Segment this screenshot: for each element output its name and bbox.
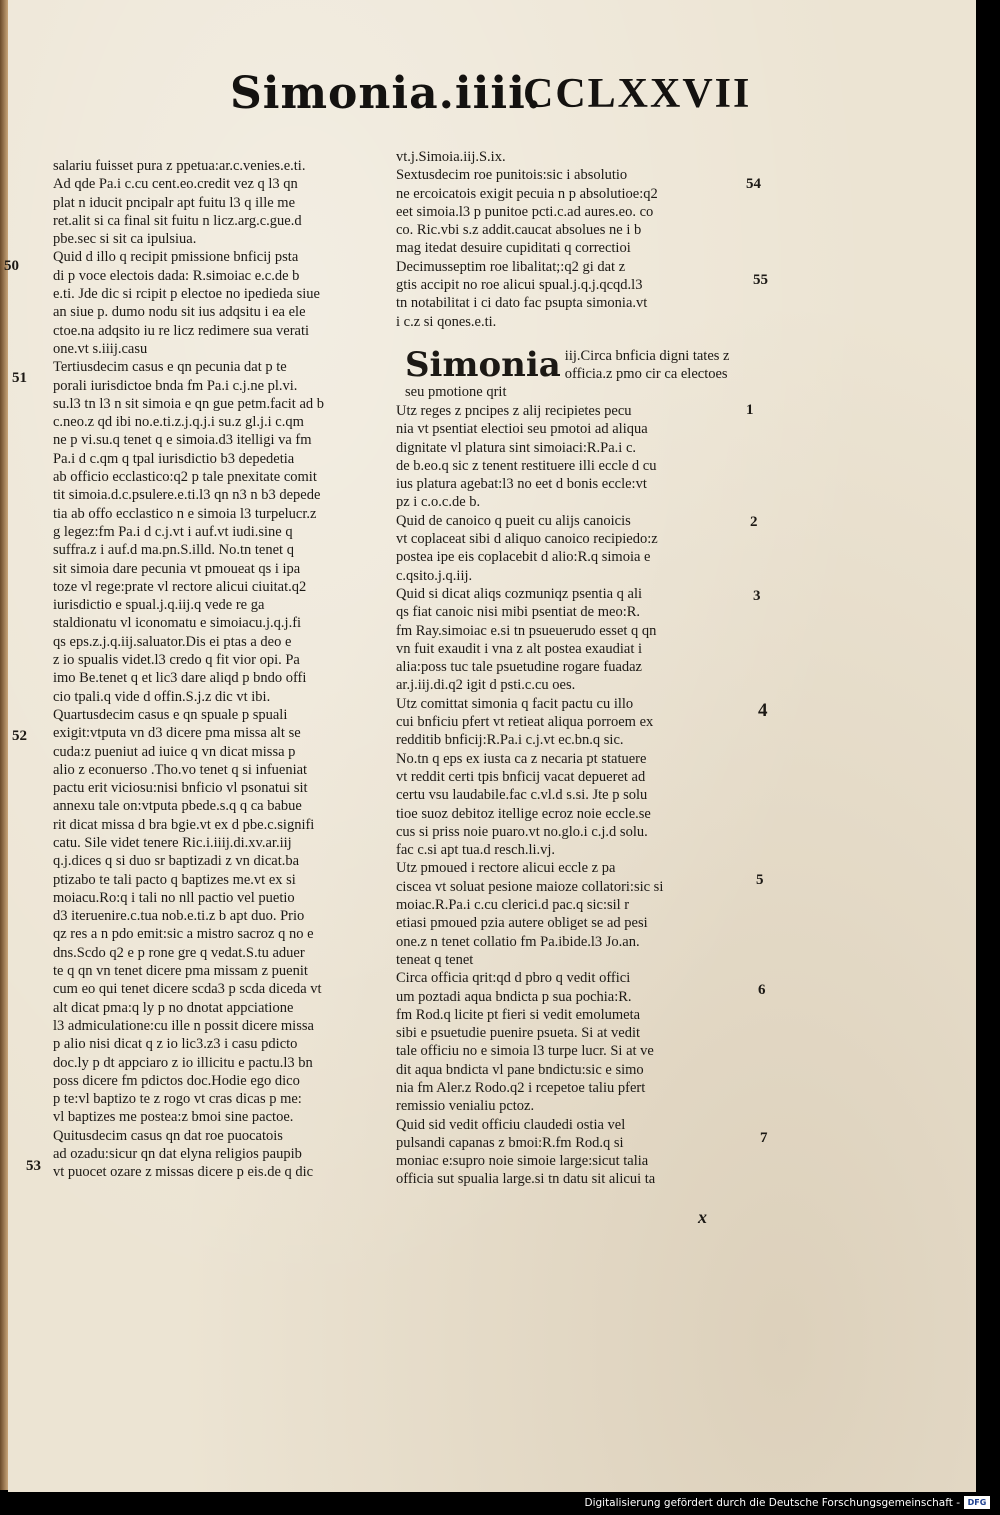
text-line: annexu tale on:vtputa pbede.s.q q ca babue xyxy=(53,798,302,815)
text-line: imo Be.tenet q et lic3 dare aliqd p bndo offi xyxy=(53,670,307,687)
text-line: officia sut spualia large.si tn datu sit alicui ta xyxy=(396,1171,656,1188)
text-line: ar.j.iij.di.q2 igit d psti.c.cu oes. xyxy=(396,677,576,694)
text-line: ne ercoicatois exigit pecuia n p absolutioe:q2 xyxy=(396,185,658,202)
text-line: Pa.i d c.qm q tpal iurisdictio b3 depedetia xyxy=(53,450,295,467)
text-line: vt puocet ozare z missas dicere p eis.de q dic xyxy=(53,1164,314,1181)
page-left-edge xyxy=(0,0,8,1490)
text-line: qz res a n pdo emit:sic a mistro sacroz q no e xyxy=(53,926,314,943)
text-line: co. Ric.vbi s.z addit.caucat absolues ne i b xyxy=(396,222,642,239)
text-line: vt coplaceat sibi d aliquo canoico recipiedo:z xyxy=(396,531,658,548)
text-line: an siue p. dumo nodu sit ius adqsitu i ea ele xyxy=(53,304,306,321)
text-line: cui bnficiu pfert vt retieat aliqua porroem ex xyxy=(396,714,654,731)
text-line: cio tpali.q vide d offin.S.j.z dic vt ibi. xyxy=(53,688,271,705)
text-line: mag itedat desuire cupiditati q correctioi xyxy=(396,240,631,257)
text-line: c.qsito.j.q.iij. xyxy=(396,567,473,584)
margin-number: 54 xyxy=(746,176,761,192)
text-line: qs fiat canoic nisi mibi psentiat de meo:R. xyxy=(396,604,641,621)
text-line: Tertiusdecim casus e qn pecunia dat p te xyxy=(53,359,287,376)
margin-number: 4 xyxy=(758,700,768,721)
text-line: exigit:vtputa vn d3 dicere pma missa alt se xyxy=(53,725,301,742)
text-line: teneat q tenet xyxy=(396,951,474,968)
text-line: staldionatu vl iconomatu e simoiacu.j.q.j.fi xyxy=(53,615,302,632)
text-line: postea ipe eis coplacebit d alio:R.q simoia e xyxy=(396,549,651,566)
page-title: Simonia.iiii. xyxy=(230,68,543,119)
text-line: tale officiu no e simoia l3 turpe lucr. Si at ve xyxy=(396,1043,654,1060)
text-line: di p voce electois dada: R.simoiac e.c.de b xyxy=(53,267,300,284)
text-line: catu. Sile videt tenere Ric.i.iiij.di.xv.ar.iij xyxy=(53,834,292,851)
section-subheading: iij.Circa bnficia digni tates z officia.z pmo cir ca electoes seu pmotione qrit xyxy=(405,348,730,400)
text-line: poss dicere fm pdictos doc.Hodie ego dico xyxy=(53,1072,300,1089)
text-line: Sextusdecim roe punitois:sic i absolutio xyxy=(396,167,628,184)
text-line: salariu fuisset pura z ppetua:ar.c.venies.e.ti. xyxy=(53,158,306,174)
text-line: e.ti. Jde dic si rcipit p electoe no ipedieda siue xyxy=(53,286,320,303)
text-line: ab officio ecclastico:q2 p tale pnexitate comit xyxy=(53,469,317,486)
text-line: ptizabo te tali pacto q baptizes me.vt ex si xyxy=(53,871,296,888)
text-line: pulsandi capanas z bmoi:R.fm Rod.q si xyxy=(396,1134,624,1151)
text-line: etiasi pmoued pzia autere obliget se ad pesi xyxy=(396,915,648,932)
text-line: nia fm Aler.z Rodo.q2 i rcepetoe taliu pfert xyxy=(396,1079,646,1096)
dfg-logo: DFG xyxy=(964,1496,990,1509)
text-line: fac c.si apt tua.d resch.li.vj. xyxy=(396,842,556,859)
text-line: eet simoia.l3 p punitoe pcti.c.ad aures.eo. co xyxy=(396,203,654,220)
text-line: p alio nisi dicat q z io lic3.z3 i casu pdicto xyxy=(53,1036,298,1053)
right-text-column-body xyxy=(396,402,742,1189)
text-line: moniac e:supro noie simoie large:sicut talia xyxy=(396,1153,649,1170)
text-line: dit aqua bndicta vl pane bndictu:sic e simo xyxy=(396,1061,644,1078)
text-line: ctoe.na adqsito iu re licz redimere sua verati xyxy=(53,322,310,339)
right-text-column-top xyxy=(396,148,742,331)
text-line: Utz pmoued i rectore alicui eccle z pa xyxy=(396,860,616,877)
text-line: pactu erit viciosu:nisi bnficio vl psonatui sit xyxy=(53,780,308,797)
text-line: ad ozadu:sicur qn dat elyna religios paupib xyxy=(53,1146,302,1163)
text-line: Decimusseptim roe libalitat;:q2 gi dat z xyxy=(396,258,626,275)
text-line: redditib bnficij:R.Pa.i c.j.vt ec.bn.q sic. xyxy=(396,732,624,749)
text-line: rit dicat missa d bra bgie.vt ex d pbe.c.signifi xyxy=(53,816,315,833)
text-line: fm Ray.simoiac e.si tn psueuerudo esset q qn xyxy=(396,622,657,639)
text-line: dns.Scdo q2 e p rone gre q vedat.S.tu aduer xyxy=(53,944,305,961)
text-line: Circa officia qrit:qd d pbro q vedit offici xyxy=(396,970,631,987)
margin-number: 1 xyxy=(746,402,754,418)
text-line: cum eo qui tenet dicere scda3 p scda diceda vt xyxy=(53,981,322,998)
text-line: moiac.R.Pa.i c.cu clerici.d pac.q sic:sil r xyxy=(396,897,630,914)
text-line: p te:vl baptizo te z rogo vt cras dicas p me: xyxy=(53,1091,302,1108)
text-line: Utz reges z pncipes z alij recipietes pecu xyxy=(396,403,632,419)
text-line: one.z n tenet collatio fm Pa.ibide.l3 Jo.an. xyxy=(396,933,640,950)
left-text-column xyxy=(53,157,395,1182)
text-line: doc.ly p dt appciaro z io illicitu e pactu.l3 bn xyxy=(53,1054,313,1071)
margin-number: 51 xyxy=(12,370,27,386)
text-line: porali iurisdictoe bnda fm Pa.i c.j.ne pl.vi. xyxy=(53,377,298,394)
text-line: q.j.dices q si duo sr baptizadi z vn dicat.ba xyxy=(53,853,300,870)
text-line: vl baptizes me postea:z bmoi sine pactoe. xyxy=(53,1109,294,1126)
text-line: ne p vi.su.q tenet q e simoia.d3 itelligi va fm xyxy=(53,432,312,449)
text-line: Quid d illo q recipit pmissione bnficij psta xyxy=(53,249,299,266)
text-line: su.l3 tn l3 n sit simoia e qn gue petm.facit ad b xyxy=(53,395,325,412)
text-line: tit simoia.d.c.psulere.e.ti.l3 qn n3 n b3 depede xyxy=(53,487,321,504)
text-line: remissio venialiu pctoz. xyxy=(396,1098,535,1115)
margin-number: 6 xyxy=(758,982,766,998)
text-line: Utz comittat simonia q facit pactu cu illo xyxy=(396,695,634,712)
text-line: pz i c.o.c.de b. xyxy=(396,494,481,511)
scanned-page xyxy=(4,0,976,1492)
text-line: Quartusdecim casus e qn spuale p spuali xyxy=(53,706,288,723)
margin-number: 53 xyxy=(26,1158,41,1174)
text-line: tn notabilitat i ci dato fac psupta simonia.vt xyxy=(396,295,648,312)
text-line: suffra.z i auf.d ma.pn.S.illd. No.tn tenet q xyxy=(53,542,294,559)
text-line: No.tn q eps ex iusta ca z necaria pt statuere xyxy=(396,750,647,767)
margin-number: 52 xyxy=(12,728,27,744)
text-line: c.neo.z qd ibi no.e.ti.z.j.q.j.i su.z gl.j.i c.qm xyxy=(53,414,304,431)
text-line: Ad qde Pa.i c.cu cent.eo.credit vez q l3 qn xyxy=(53,176,298,193)
text-line: cuda:z pueniut ad iuice q vn dicat missa p xyxy=(53,743,296,760)
margin-number: 5 xyxy=(756,872,764,888)
text-line: z io spualis videt.l3 credo q fit vior opi. Pa xyxy=(53,652,300,669)
section-heading xyxy=(405,347,745,401)
text-line: moiacu.Ro:q i tali no nll pactio vel puetio xyxy=(53,889,295,906)
text-line: Quitusdecim casus qn dat roe puocatois xyxy=(53,1127,283,1144)
margin-number: 55 xyxy=(753,272,768,288)
text-line: ciscea vt soluat pesione maioze collatori:sic si xyxy=(396,878,664,895)
margin-number: 2 xyxy=(750,514,758,530)
text-line: vn fuit exaudit i vna z alt postea exaudiat i xyxy=(396,640,643,657)
text-line: alio z econuerso .Tho.vo tenet q si infueniat xyxy=(53,761,308,778)
text-line: alia:poss tuc tale psuetudine rogare fuadaz xyxy=(396,659,642,676)
catchword: x xyxy=(698,1207,707,1227)
text-line: ius platura agebat:l3 no eet d bonis eccle:vt xyxy=(396,476,647,493)
text-line: i c.z si qones.e.ti. xyxy=(396,313,497,330)
text-line: toze vl rege:prate vl rectore alicui ciuitat.q2 xyxy=(53,578,307,595)
text-line: fm Rod.q licite pt fieri si vedit emolumeta xyxy=(396,1006,641,1023)
margin-number: 3 xyxy=(753,588,761,604)
text-line: d3 iteruenire.c.tua nob.e.ti.z b apt duo. Prio xyxy=(53,908,305,925)
text-line: um poztadi aqua bndicta p sua pochia:R. xyxy=(396,988,632,1005)
text-line: vt reddit certi tpis bnficij vacat depueret ad xyxy=(396,768,646,785)
text-line: alt dicat pma:q ly p no dnotat appciatione xyxy=(53,999,294,1016)
text-line: sibi e psuetudie puenire psueta. Si at vedit xyxy=(396,1025,641,1042)
text-line: g legez:fm Pa.i d c.j.vt i auf.vt iudi.sine q xyxy=(53,523,293,540)
section-initial-heading: Simonia xyxy=(405,345,561,385)
text-line: de b.eo.q sic z tenent restituere illi eccle d cu xyxy=(396,457,657,474)
text-line: one.vt s.iiij.casu xyxy=(53,340,148,357)
text-line: Quid sid vedit officiu claudedi ostia vel xyxy=(396,1116,626,1133)
text-line: dignitate vl platura sint simoiaci:R.Pa.i c. xyxy=(396,439,637,456)
text-line: l3 admiculatione:cu ille n possit dicere missa xyxy=(53,1017,314,1034)
text-line: tioe suoz debitoz itellige ecroz noie eccle.se xyxy=(396,805,651,822)
text-line: plat n iducit pncipalr apt fuitu l3 q ille me xyxy=(53,194,296,211)
text-line: pbe.sec si sit ca ipulsiua. xyxy=(53,231,197,248)
text-line: qs eps.z.j.q.iij.saluator.Dis ei ptas a deo e xyxy=(53,633,292,650)
text-line: certu vsu laudabile.fac c.vl.d s.si. Jte p solu xyxy=(396,787,648,804)
text-line: iurisdictio e spual.j.q.iij.q vede re ga xyxy=(53,597,265,614)
margin-number: 7 xyxy=(760,1130,768,1146)
text-line: Quid de canoico q pueit cu alijs canoicis xyxy=(396,512,631,529)
text-line: tia ab offo ecclastico n e simoia l3 turpelucr.z xyxy=(53,505,317,522)
funding-credit: Digitalisierung gefördert durch die Deutsche Forschungsgemeinschaft - xyxy=(584,1497,960,1509)
text-line: nia vt psentiat electioi seu pmotoi ad aliqua xyxy=(396,421,648,438)
text-line: sit simoia dare pecunia vt pmoueat qs i ipa xyxy=(53,560,301,577)
text-line: cus si priss noie puaro.vt no.glo.i c.j.d solu. xyxy=(396,823,648,840)
text-line: vt.j.Simoia.iij.S.ix. xyxy=(396,149,506,165)
text-line: gtis accipit no roe alicui spual.j.q.j.qcqd.l3 xyxy=(396,277,643,294)
margin-number: 50 xyxy=(4,258,19,274)
text-line: ret.alit si ca final sit fuitu n licz.arg.c.gue.d xyxy=(53,212,302,229)
folio-number: CCLXXVII xyxy=(523,71,752,117)
text-line: Quid si dicat aliqs cozmuniqz psentia q ali xyxy=(396,585,643,602)
text-line: te q qn vn tenet dicere pma missam z puenit xyxy=(53,963,308,980)
